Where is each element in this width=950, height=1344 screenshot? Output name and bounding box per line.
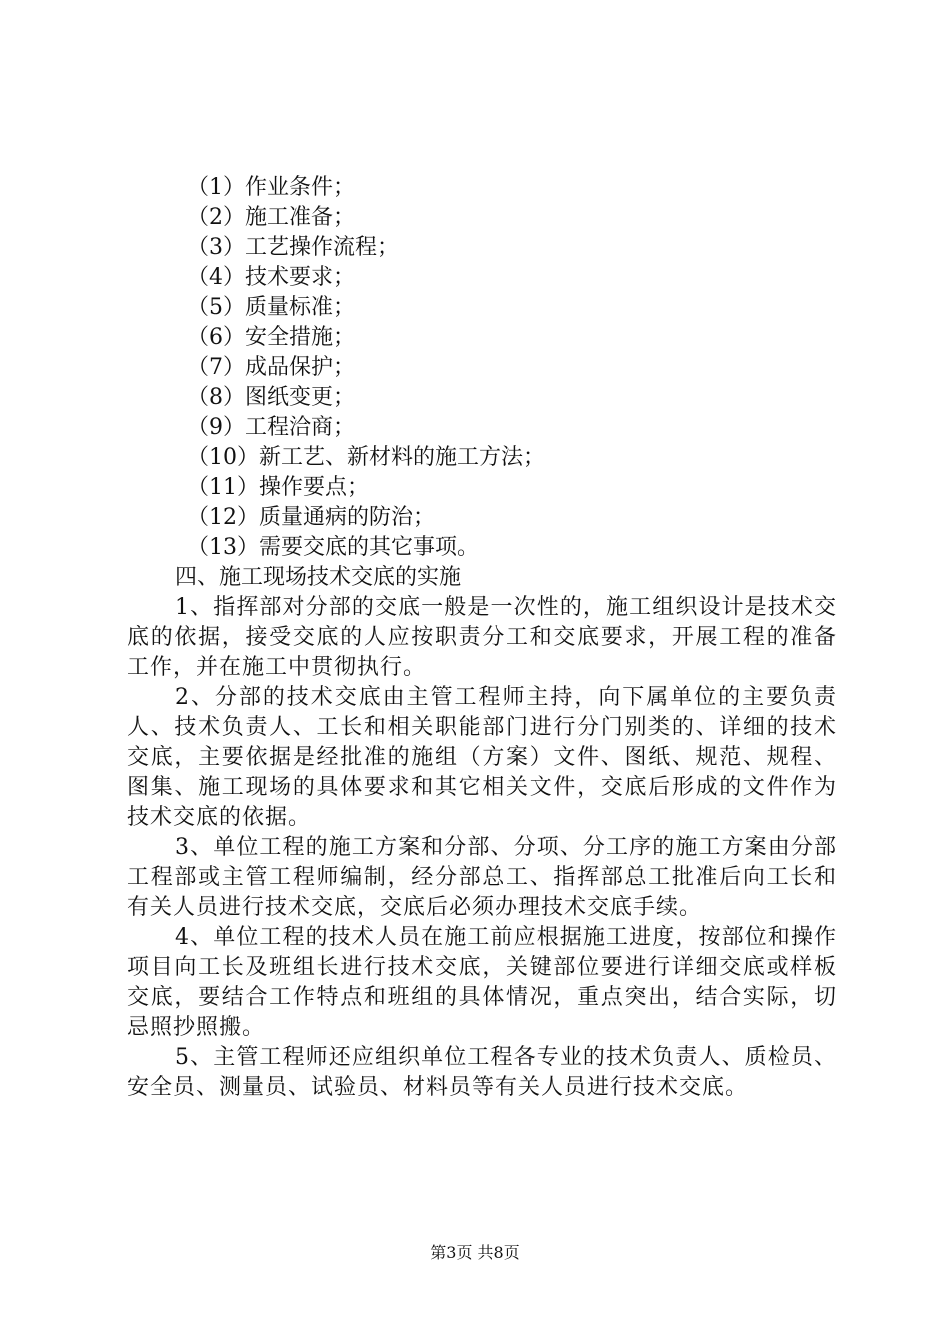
list-item: （8）图纸变更； xyxy=(187,385,355,410)
list-item: （6）安全措施； xyxy=(187,325,355,350)
paragraph-5: 5、主管工程师还应组织单位工程各专业的技术负责人、质检员、安全员、测量员、试验员、材料员等有关人员进行技术交底。 xyxy=(127,1045,837,1100)
paragraph-1: 1、指挥部对分部的交底一般是一次性的，施工组织设计是技术交底的依据，接受交底的人应按职责分工和交底要求，开展工程的准备工作，并在施工中贯彻执行。 xyxy=(127,595,837,680)
list-item: （7）成品保护； xyxy=(187,355,355,380)
list-item: （10）新工艺、新材料的施工方法； xyxy=(187,445,545,470)
list-item: （9）工程洽商； xyxy=(187,415,355,440)
list-item: （13）需要交底的其它事项。 xyxy=(187,535,479,560)
list-item: （11）操作要点； xyxy=(187,475,369,500)
list-item: （3）工艺操作流程； xyxy=(187,235,399,260)
document-body xyxy=(127,173,837,1103)
paragraph-3: 3、单位工程的施工方案和分部、分项、分工序的施工方案由分部工程部或主管工程师编制，经分部总工、指挥部总工批准后向工长和有关人员进行技术交底，交底后必须办理技术交底手续。 xyxy=(127,835,837,920)
list-item: （12）质量通病的防治； xyxy=(187,505,435,530)
list-item: （4）技术要求； xyxy=(187,265,355,290)
list-item: （1）作业条件； xyxy=(187,175,355,200)
list-item: （2）施工准备； xyxy=(187,205,355,230)
list-item: （5）质量标准； xyxy=(187,295,355,320)
paragraph-2: 2、分部的技术交底由主管工程师主持，向下属单位的主要负责人、技术负责人、工长和相关职能部门进行分门别类的、详细的技术交底，主要依据是经批准的施组（方案）文件、图纸、规范、规程、图集、施工现场的具体要求和其它相关文件，交底后形成的文件作为技术交底的依据。 xyxy=(127,685,837,830)
section-heading: 四、施工现场技术交底的实施 xyxy=(175,565,462,590)
page-footer: 第3页 共8页 xyxy=(430,1243,520,1262)
paragraph-4: 4、单位工程的技术人员在施工前应根据施工进度，按部位和操作项目向工长及班组长进行技术交底，关键部位要进行详细交底或样板交底，要结合工作特点和班组的具体情况，重点突出，结合实际，切忌照抄照搬。 xyxy=(127,925,837,1040)
